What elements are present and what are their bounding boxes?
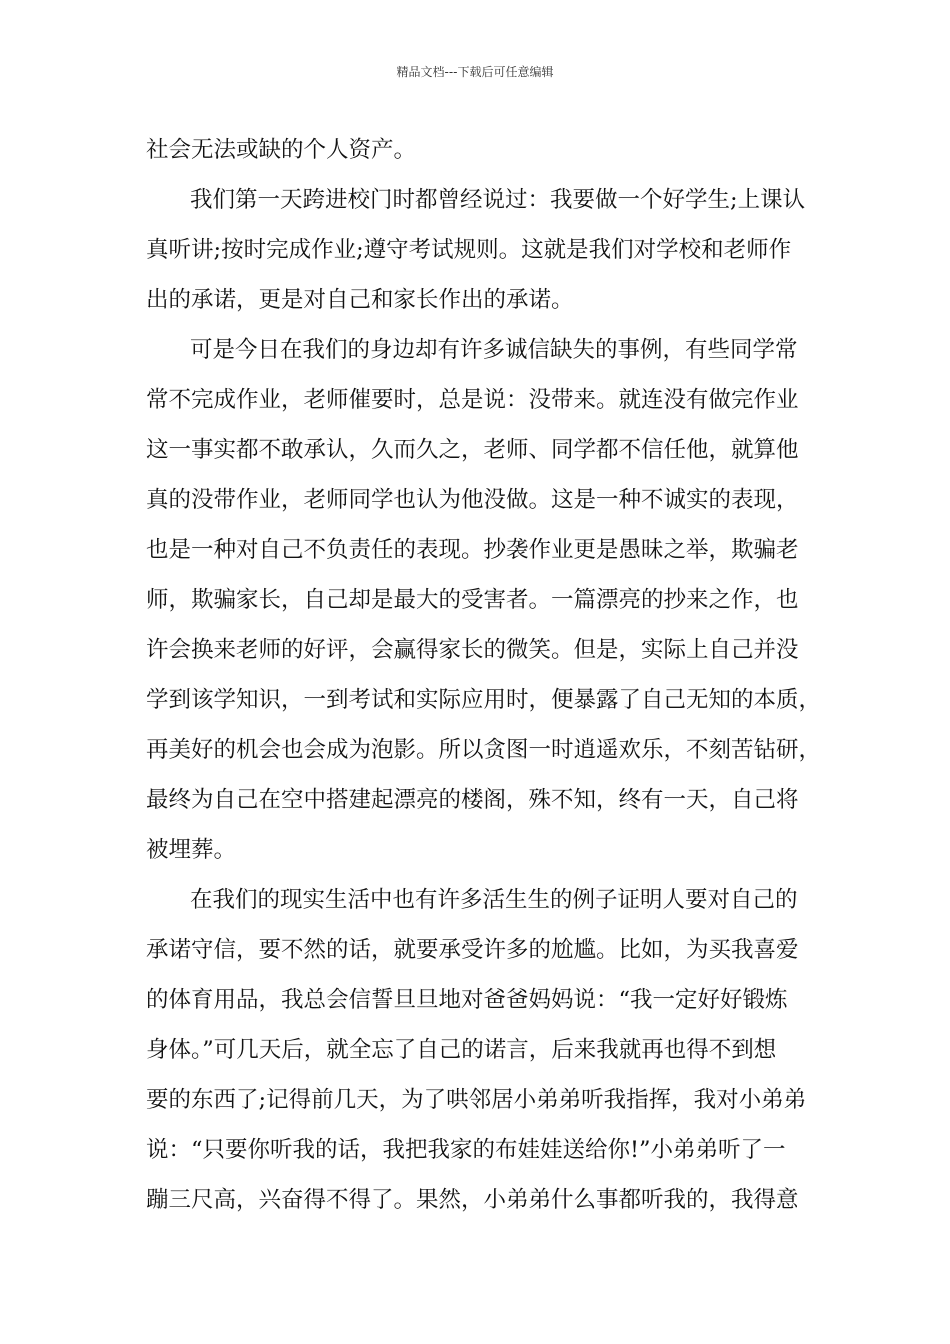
text-line: 许会换来老师的好评，会赢得家长的微笑。但是，实际上自己并没 bbox=[146, 637, 799, 663]
text-line: 身体。”可几天后，就全忘了自己的诺言，后来我就再也得不到想 bbox=[146, 1037, 777, 1063]
paragraph-first-line: 我们第一天跨进校门时都曾经说过：我要做一个好学生;上课认 bbox=[190, 187, 806, 213]
text-line: 学到该学知识，一到考试和实际应用时，便暴露了自己无知的本质， bbox=[146, 687, 822, 713]
text-line: 也是一种对自己不负责任的表现。抄袭作业更是愚昧之举，欺骗老 bbox=[146, 537, 799, 563]
paragraph-first-line: 在我们的现实生活中也有许多活生生的例子证明人要对自己的 bbox=[190, 887, 798, 913]
text-line: 社会无法或缺的个人资产。 bbox=[146, 137, 417, 163]
text-line: 常不完成作业，老师催要时，总是说：没带来。就连没有做完作业 bbox=[146, 387, 799, 413]
text-line: 蹦三尺高，兴奋得不得了。果然，小弟弟什么事都听我的，我得意 bbox=[146, 1187, 799, 1213]
page-header: 精品文档---下载后可任意编辑 bbox=[396, 65, 554, 79]
text-line: 被埋葬。 bbox=[146, 837, 237, 863]
text-line: 承诺守信，要不然的话，就要承受许多的尬尴。比如，为买我喜爱 bbox=[146, 937, 799, 963]
text-line: 这一事实都不敢承认，久而久之，老师、同学都不信任他，就算他 bbox=[146, 437, 799, 463]
text-line: 师，欺骗家长，自己却是最大的受害者。一篇漂亮的抄来之作，也 bbox=[146, 587, 799, 613]
text-line: 要的东西了;记得前几天，为了哄邻居小弟弟听我指挥，我对小弟弟 bbox=[146, 1087, 807, 1113]
text-line: 真听讲;按时完成作业;遵守考试规则。这就是我们对学校和老师作 bbox=[146, 237, 792, 263]
text-line: 真的没带作业，老师同学也认为他没做。这是一种不诚实的表现， bbox=[146, 487, 799, 513]
text-line: 出的承诺，更是对自己和家长作出的承诺。 bbox=[146, 287, 574, 313]
paragraph-first-line: 可是今日在我们的身边却有许多诚信缺失的事例，有些同学常 bbox=[190, 337, 798, 363]
text-line: 说：“只要你听我的话，我把我家的布娃娃送给你!”小弟弟听了一 bbox=[146, 1137, 786, 1163]
text-line: 最终为自己在空中搭建起漂亮的楼阁，殊不知，终有一天，自己将 bbox=[146, 787, 799, 813]
text-line: 再美好的机会也会成为泡影。所以贪图一时逍遥欢乐，不刻苦钻研， bbox=[146, 737, 822, 763]
text-line: 的体育用品，我总会信誓旦旦地对爸爸妈妈说：“我一定好好锻炼 bbox=[146, 987, 788, 1013]
